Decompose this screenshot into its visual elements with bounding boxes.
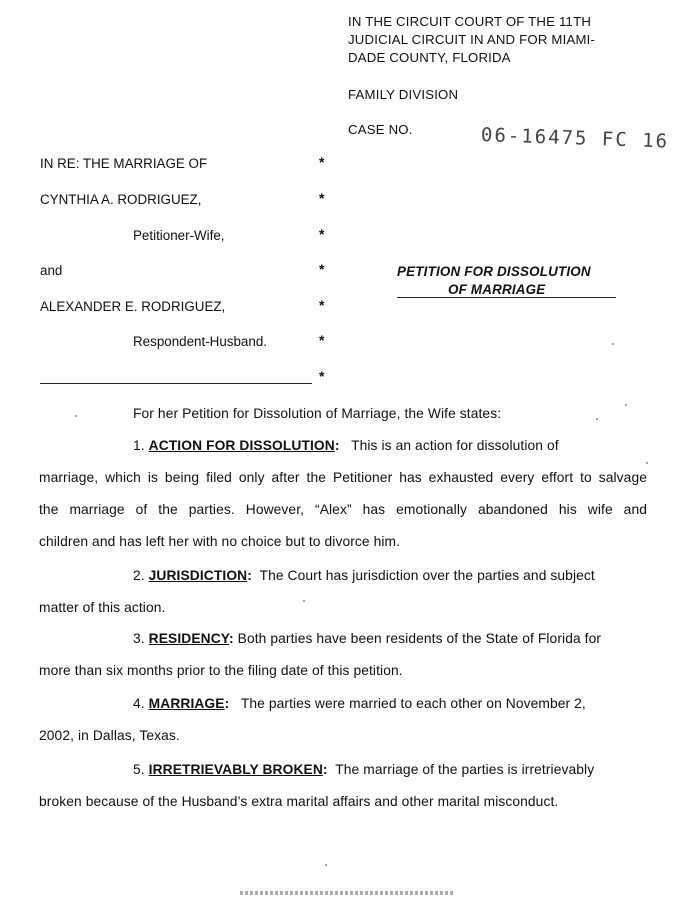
paragraph-1-text: the marriage of the parties. However, “Alex” has emotionally abandoned his wife and — [39, 502, 647, 517]
paragraph-3-heading: RESIDENCY — [148, 631, 230, 646]
paragraph-2 — [39, 567, 647, 617]
caption-asterisk: * — [319, 226, 325, 242]
caption-asterisk: * — [319, 368, 325, 384]
paragraph-2-heading: JURISDICTION — [148, 568, 248, 583]
paragraph-5-first-line: 5. IRRETRIEVABLY BROKEN: The marriage of the parties is irretrievably — [133, 762, 595, 777]
case-number-label: CASE NO. — [348, 122, 413, 137]
paragraph-2-text: matter of this action. — [39, 600, 166, 615]
paragraph-3 — [39, 630, 647, 680]
paragraph-5-text: broken because of the Husband’s extra marital affairs and other marital misconduct. — [39, 794, 559, 809]
court-header-line-3: DADE COUNTY, FLORIDA — [348, 50, 511, 65]
caption-asterisk: * — [319, 154, 325, 170]
paragraph-2-first-line: 2. JURISDICTION: The Court has jurisdiction over the parties and subject — [133, 568, 595, 583]
scan-speck — [625, 404, 627, 406]
paragraph-3-number: 3. — [133, 631, 145, 646]
paragraph-1-text: This is an action for dissolution of — [351, 438, 559, 453]
petition-intro: For her Petition for Dissolution of Marriage, the Wife states: — [133, 406, 502, 421]
paragraph-3-text: more than six months prior to the filing date of this petition. — [39, 663, 403, 678]
in-re-line: IN RE: THE MARRIAGE OF — [40, 156, 208, 171]
respondent-name: ALEXANDER E. RODRIGUEZ, — [40, 299, 226, 314]
scan-speck — [612, 343, 614, 345]
paragraph-2-number: 2. — [133, 568, 145, 583]
paragraph-5-heading: IRRETRIEVABLY BROKEN — [148, 762, 323, 777]
respondent-role: Respondent-Husband. — [133, 334, 267, 349]
document-title-line-1: PETITION FOR DISSOLUTION — [397, 264, 591, 279]
scan-speck — [646, 462, 648, 464]
paragraph-4-number: 4. — [133, 696, 145, 711]
case-number-stamp: 06-16475 FC 16 — [480, 124, 670, 153]
paragraph-4-text: The parties were married to each other on November 2, — [240, 696, 586, 711]
caption-asterisk: * — [319, 297, 325, 313]
paragraph-1-first-line: 1. ACTION FOR DISSOLUTION: This is an action for dissolution of — [133, 438, 559, 453]
paragraph-5 — [39, 761, 647, 811]
document-title-line-2: OF MARRIAGE — [448, 282, 546, 297]
caption-asterisk: * — [319, 190, 325, 206]
paragraph-3-first-line: 3. RESIDENCY: Both parties have been residents of the State of Florida for — [133, 631, 602, 646]
caption-asterisk: * — [319, 332, 325, 348]
paragraph-2-text: The Court has jurisdiction over the parties and subject — [259, 568, 595, 583]
family-division-label: FAMILY DIVISION — [348, 87, 459, 102]
scan-speck — [303, 600, 305, 602]
paragraph-1 — [39, 437, 647, 551]
caption-bottom-rule — [40, 383, 312, 384]
paragraph-4-text: 2002, in Dallas, Texas. — [39, 728, 180, 743]
paragraph-5-number: 5. — [133, 762, 145, 777]
scan-footer-artifact — [240, 891, 455, 895]
scan-speck — [75, 415, 77, 417]
scan-speck — [596, 418, 598, 420]
paragraph-5-text: The marriage of the parties is irretrievably — [335, 762, 595, 777]
paragraph-1-text: marriage, which is being filed only after the Petitioner has exhausted every effort to salvage — [39, 470, 647, 485]
court-header-line-1: IN THE CIRCUIT COURT OF THE 11TH — [348, 14, 592, 29]
paragraph-1-heading: ACTION FOR DISSOLUTION — [148, 438, 335, 453]
paragraph-4 — [39, 695, 647, 745]
paragraph-1-text: children and has left her with no choice but to divorce him. — [39, 534, 401, 549]
document-title-underline — [397, 297, 616, 298]
scan-speck — [325, 864, 327, 866]
petitioner-role: Petitioner-Wife, — [133, 228, 225, 243]
petitioner-name: CYNTHIA A. RODRIGUEZ, — [40, 192, 202, 207]
and-connector: and — [40, 263, 63, 278]
paragraph-1-number: 1. — [133, 438, 145, 453]
court-header-line-2: JUDICIAL CIRCUIT IN AND FOR MIAMI- — [348, 32, 596, 47]
caption-asterisk: * — [319, 261, 325, 277]
paragraph-4-first-line: 4. MARRIAGE: The parties were married to each other on November 2, — [133, 696, 586, 711]
paragraph-3-text: Both parties have been residents of the State of Florida for — [237, 631, 602, 646]
paragraph-4-heading: MARRIAGE — [148, 696, 225, 711]
